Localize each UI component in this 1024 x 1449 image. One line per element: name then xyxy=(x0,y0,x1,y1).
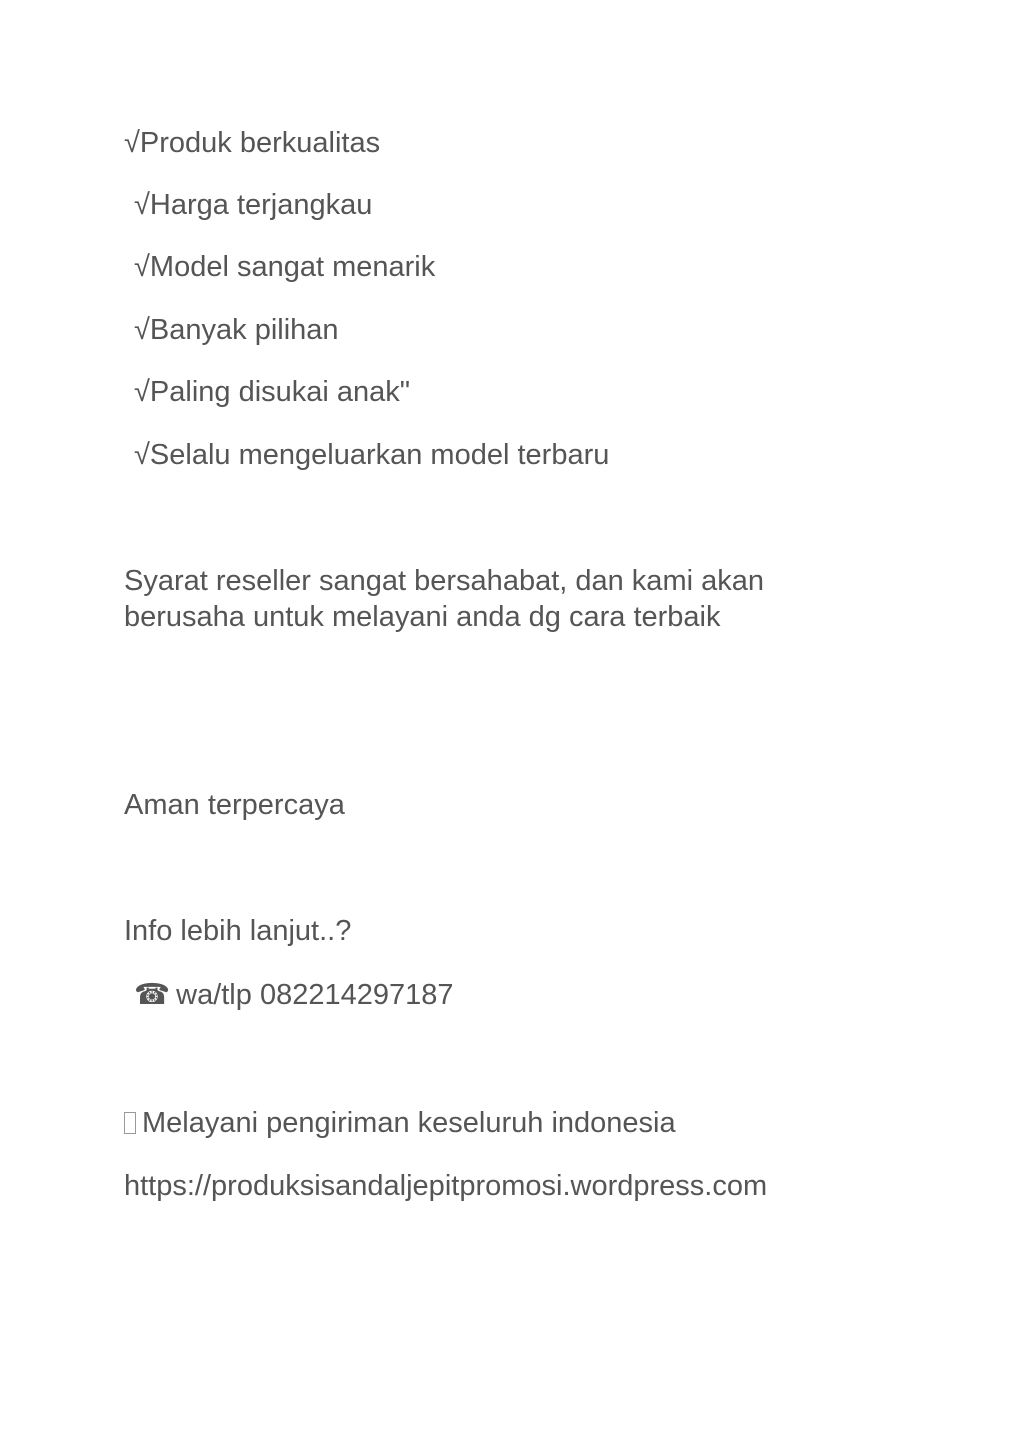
feature-item: √Model sangat menarik xyxy=(134,251,436,283)
trust-text: Aman terpercaya xyxy=(124,789,345,821)
contact-text: wa/tlp 082214297187 xyxy=(176,979,454,1011)
shipping-text: Melayani pengiriman keseluruh indonesia xyxy=(142,1107,676,1139)
feature-item: √Selalu mengeluarkan model terbaru xyxy=(134,439,610,471)
website-link[interactable]: https://produksisandaljepitpromosi.wordpress.com xyxy=(124,1170,768,1202)
reseller-line: berusaha untuk melayani anda dg cara terbaik xyxy=(124,601,721,633)
contact-line xyxy=(134,977,453,1013)
phone-icon: ☎ xyxy=(134,979,171,1011)
shipping-line xyxy=(124,1105,676,1141)
info-heading: Info lebih lanjut..? xyxy=(124,915,352,947)
feature-item: √Paling disukai anak" xyxy=(134,376,411,408)
feature-item: √Produk berkualitas xyxy=(124,127,381,159)
feature-item: √Banyak pilihan xyxy=(134,314,339,346)
feature-item: √Harga terjangkau xyxy=(134,189,373,221)
reseller-paragraph xyxy=(124,563,884,635)
missing-glyph-icon xyxy=(124,1112,136,1134)
reseller-line: Syarat reseller sangat bersahabat, dan kami akan xyxy=(124,565,764,597)
